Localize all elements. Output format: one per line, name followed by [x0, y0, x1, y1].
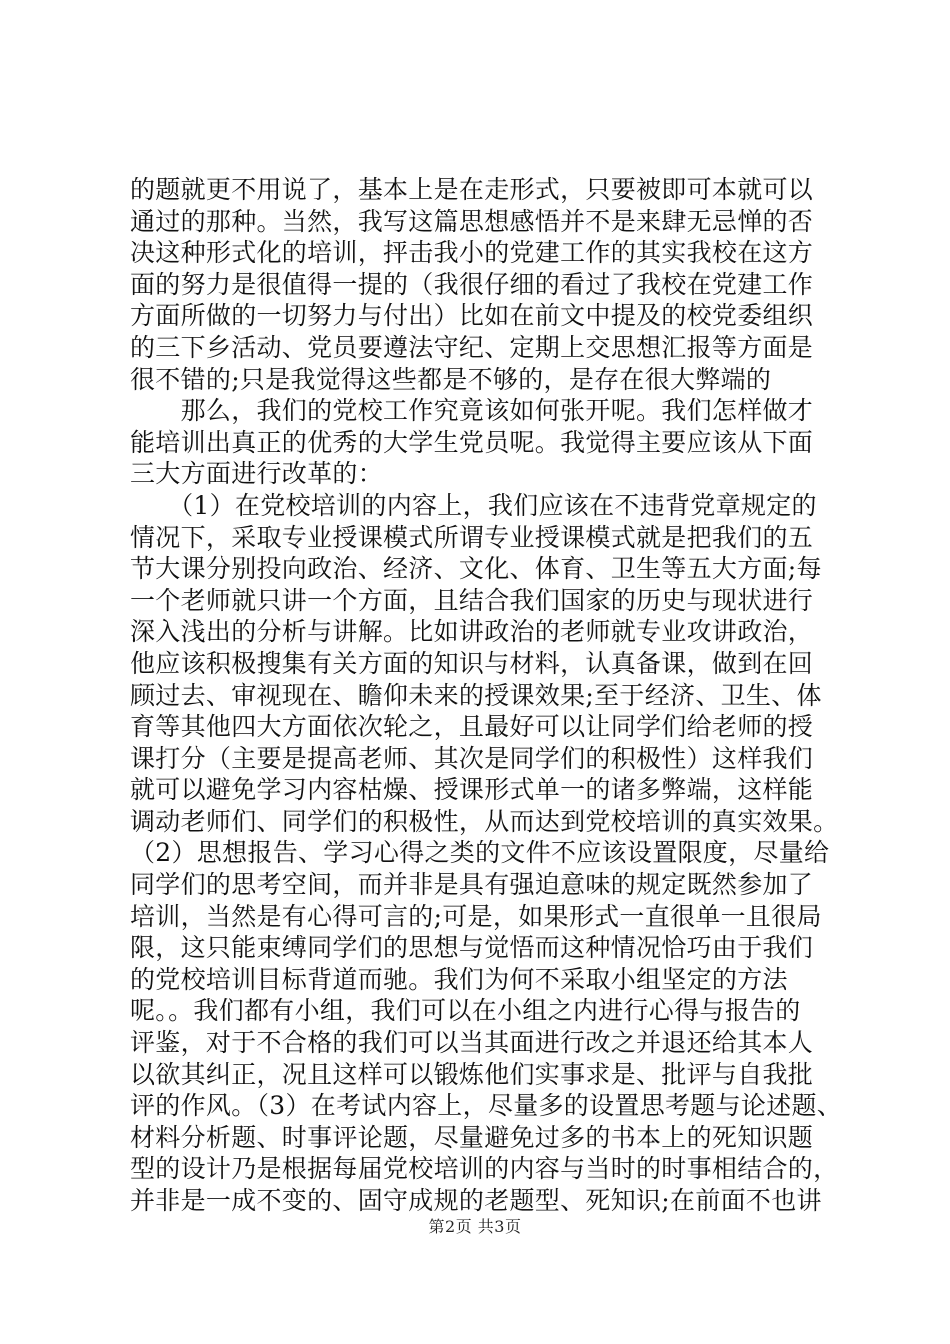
text-line: 就可以避免学习内容枯燥、授课形式单一的诸多弊端，这样能 — [130, 775, 814, 805]
text-line: 课打分（主要是提高老师、其次是同学们的积极性）这样我们 — [130, 743, 814, 773]
text-line: 并非是一成不变的、固守成规的老题型、死知识;在前面不也讲 — [130, 1186, 822, 1215]
text-line: （1）在党校培训的内容上，我们应该在不违背党章规定的 — [130, 490, 817, 520]
text-line: 调动老师们、同学们的积极性，从而达到党校培训的真实效果。 — [130, 806, 839, 836]
text-line: 的三下乡活动、党员要遵法守纪、定期上交思想汇报等方面是 — [130, 332, 814, 362]
text-line: 型的设计乃是根据每届党校培训的内容与当时的时事相结合的， — [130, 1154, 839, 1184]
text-line: 呢。。我们都有小组，我们可以在小组之内进行心得与报告的 — [130, 996, 801, 1026]
text-line: 顾过去、审视现在、瞻仰未来的授课效果;至于经济、卫生、体 — [130, 680, 822, 710]
text-line: 方面所做的一切努力与付出）比如在前文中提及的校党委组织 — [130, 301, 814, 331]
text-line: （2）思想报告、学习心得之类的文件不应该设置限度，尽量给 — [130, 838, 830, 868]
text-line: 面的努力是很值得一提的（我很仔细的看过了我校在党建工作 — [130, 269, 814, 299]
text-line: 能培训出真正的优秀的大学生党员呢。我觉得主要应该从下面 — [130, 427, 814, 457]
text-line: 情况下，采取专业授课模式所谓专业授课模式就是把我们的五 — [130, 522, 814, 552]
text-line: 决这种形式化的培训，抨击我小的党建工作的其实我校在这方 — [130, 238, 814, 268]
text-line: 培训，当然是有心得可言的;可是，如果形式一直很单一且很局 — [130, 901, 822, 931]
text-line: 深入浅出的分析与讲解。比如讲政治的老师就专业攻讲政治， — [130, 617, 814, 647]
text-line: 评鉴，对于不合格的我们可以当其面进行改之并退还给其本人 — [130, 1028, 814, 1058]
text-line: 三大方面进行改革的： — [130, 459, 384, 489]
page-footer: 第2页 共3页 — [428, 1217, 522, 1236]
text-line: 一个老师就只讲一个方面，且结合我们国家的历史与现状进行 — [130, 585, 814, 615]
text-line: 以欲其纠正，况且这样可以锻炼他们实事求是、批评与自我批 — [130, 1059, 814, 1089]
text-line: 很不错的;只是我觉得这些都是不够的，是存在很大弊端的 — [130, 364, 772, 394]
body-text — [130, 174, 850, 1217]
text-line: 限，这只能束缚同学们的思想与觉悟而这种情况恰巧由于我们 — [130, 933, 814, 963]
text-line: 他应该积极搜集有关方面的知识与材料，认真备课，做到在回 — [130, 648, 814, 678]
text-line: 育等其他四大方面依次轮之，且最好可以让同学们给老师的授 — [130, 712, 814, 742]
text-line: 的题就更不用说了，基本上是在走形式，只要被即可本就可以 — [130, 175, 814, 204]
text-line: 节大课分别投向政治、经济、文化、体育、卫生等五大方面;每 — [130, 554, 822, 584]
text-line: 的党校培训目标背道而驰。我们为何不采取小组坚定的方法 — [130, 964, 788, 994]
text-line: 同学们的思考空间，而并非是具有强迫意味的规定既然参加了 — [130, 870, 814, 900]
text-line: 评的作风。（3）在考试内容上，尽量多的设置思考题与论述题、 — [130, 1091, 843, 1121]
text-line: 材料分析题、时事评论题，尽量避免过多的书本上的死知识题 — [130, 1122, 814, 1152]
text-line: 通过的那种。当然，我写这篇思想感悟并不是来肆无忌惮的否 — [130, 206, 814, 236]
text-line: 那么，我们的党校工作究竟该如何张开呢。我们怎样做才 — [130, 396, 814, 426]
